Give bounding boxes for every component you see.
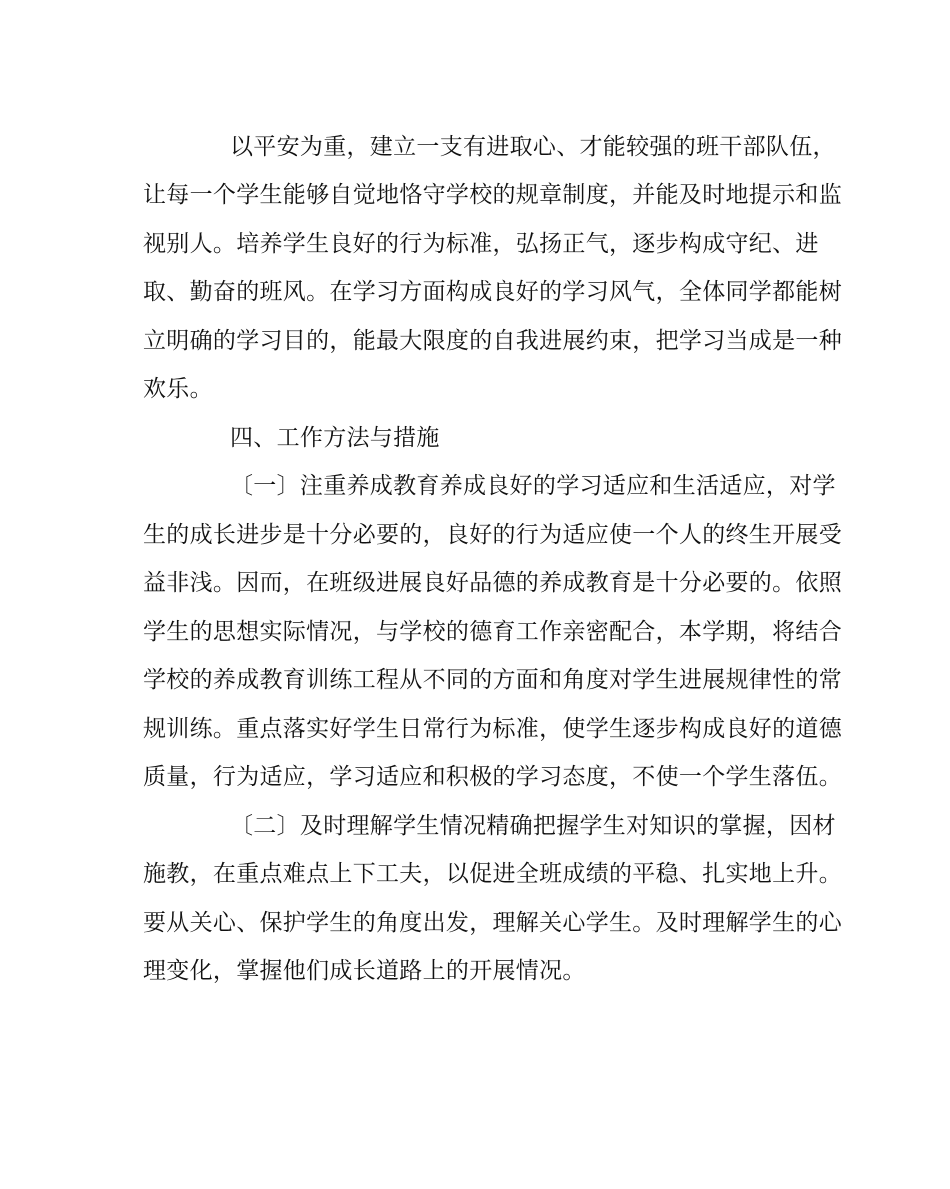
paragraph-2-line-6: 规训练。重点落实好学生日常行为标准，使学生逐步构成良好的道德	[143, 716, 842, 742]
paragraph-2-line-5: 学校的养成教育训练工程从不同的方面和角度对学生进展规律性的常	[143, 667, 842, 693]
section-heading: 四、工作方法与措施	[230, 425, 440, 451]
paragraph-1-line-5: 立明确的学习目的，能最大限度的自我进展约束，把学习当成是一种	[143, 328, 842, 354]
paragraph-3-line-2: 施教，在重点难点上下工夫，以促进全班成绩的平稳、扎实地上升。	[143, 861, 842, 887]
paragraph-2-line-2: 生的成长进步是十分必要的，良好的行为适应使一个人的终生开展受	[143, 522, 842, 548]
paragraph-1-line-1: 以平安为重，建立一支有进取心、才能较强的班干部队伍，	[230, 134, 836, 160]
paragraph-1-line-4: 取、勤奋的班风。在学习方面构成良好的学习风气，全体同学都能树	[143, 279, 842, 305]
paragraph-1-line-3: 视别人。培养学生良好的行为标准，弘扬正气，逐步构成守纪、进	[143, 231, 819, 257]
paragraph-3-line-3: 要从关心、保护学生的角度出发，理解关心学生。及时理解学生的心	[143, 910, 842, 936]
paragraph-2-line-3: 益非浅。因而，在班级进展良好品德的养成教育是十分必要的。依照	[143, 570, 842, 596]
paragraph-3-line-1: 〔二〕及时理解学生情况精确把握学生对知识的掌握，因材	[230, 813, 836, 839]
paragraph-1-line-6: 欢乐。	[143, 376, 213, 402]
paragraph-2-line-1: 〔一〕注重养成教育养成良好的学习适应和生活适应，对学	[230, 473, 836, 499]
paragraph-3-line-4: 理变化，掌握他们成长道路上的开展情况。	[143, 958, 586, 984]
paragraph-1-line-2: 让每一个学生能够自觉地恪守学校的规章制度，并能及时地提示和监	[143, 182, 842, 208]
paragraph-2-line-4: 学生的思想实际情况，与学校的德育工作亲密配合，本学期，将结合	[143, 619, 842, 645]
paragraph-2-line-7: 质量，行为适应，学习适应和积极的学习态度，不使一个学生落伍。	[143, 764, 842, 790]
